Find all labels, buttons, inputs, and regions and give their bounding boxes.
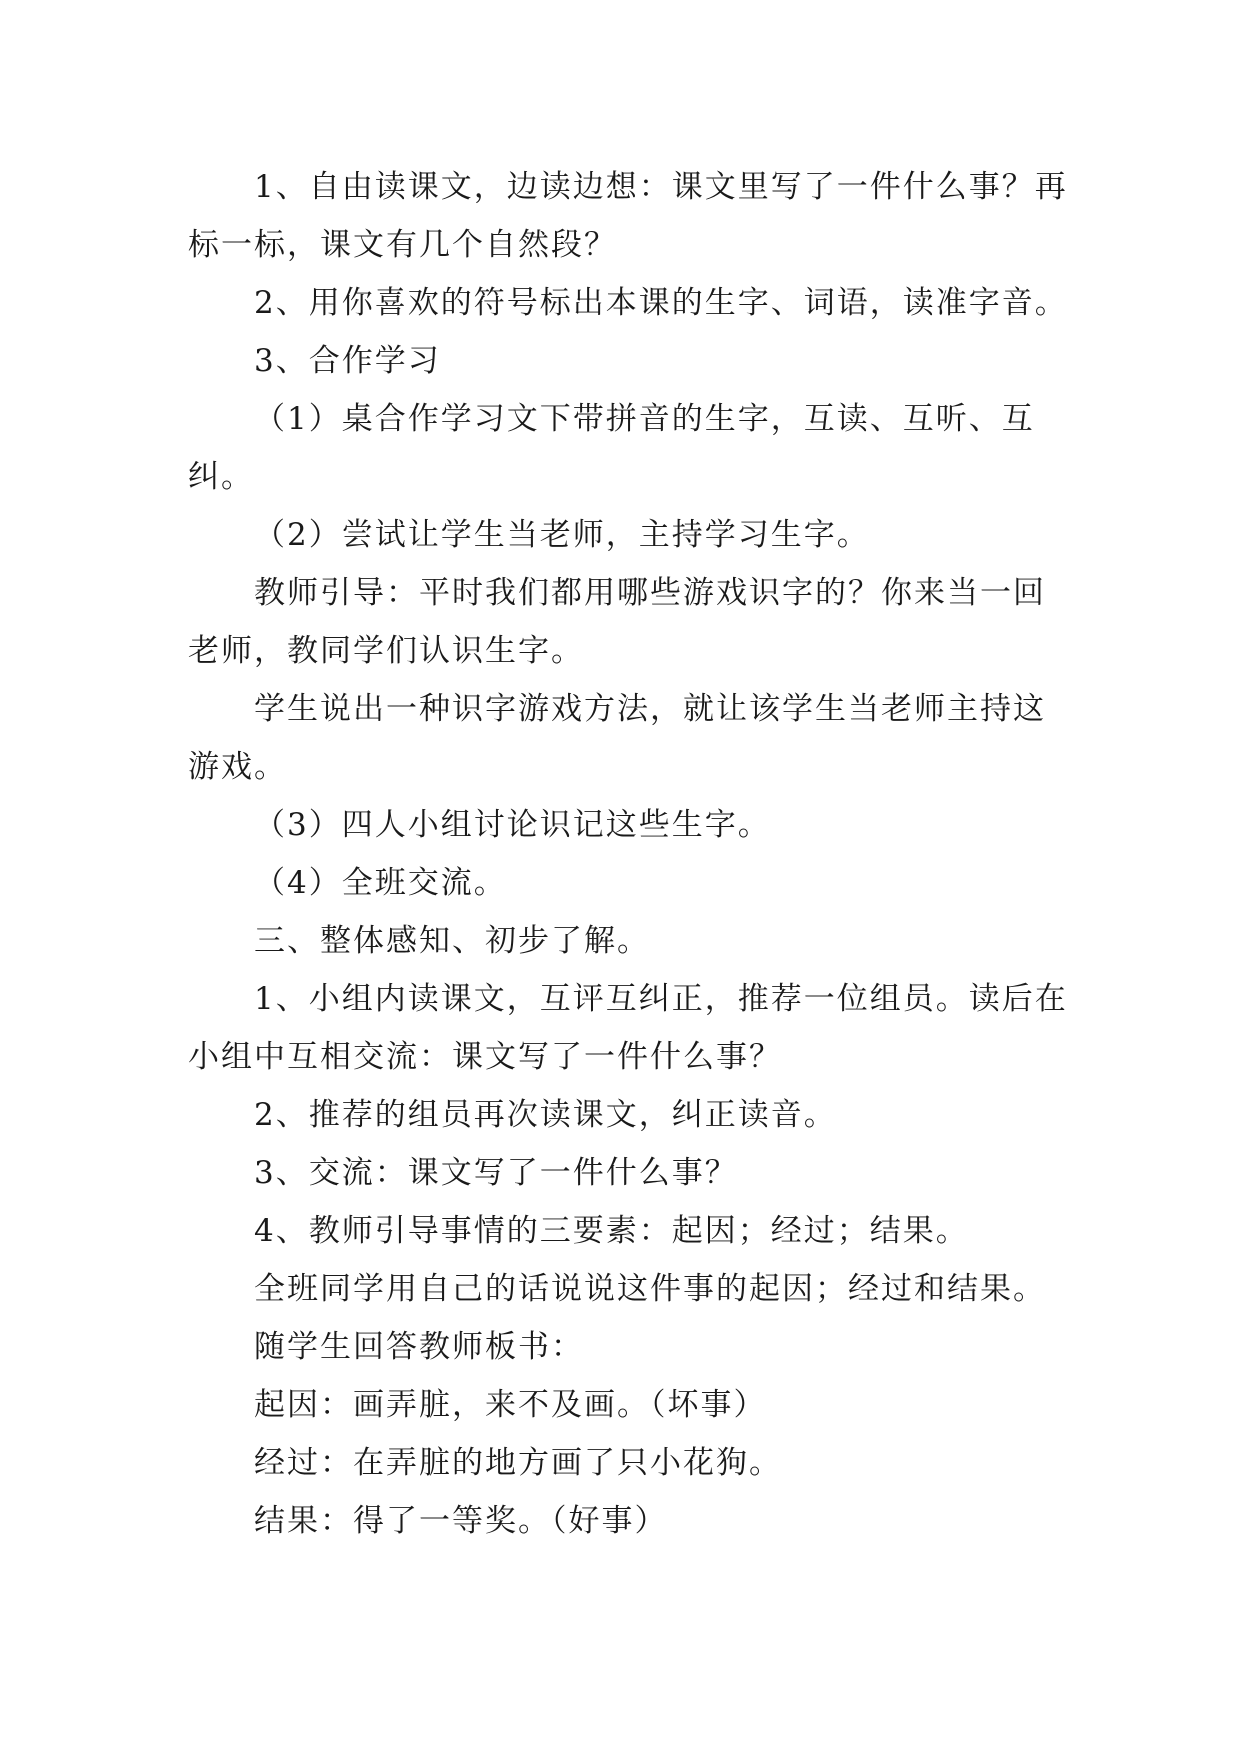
paragraph-2: 2、用你喜欢的符号标出本课的生字、词语，读准字音。 (254, 285, 1068, 321)
paragraph-5: （2）尝试让学生当老师，主持学习生字。 (254, 517, 870, 553)
paragraph-16: 随学生回答教师板书： (254, 1329, 584, 1365)
paragraph-6: 教师引导：平时我们都用哪些游戏识字的？你来当一回老师，教同学们认识生字。 (188, 575, 1046, 669)
paragraph-4: （1）桌合作学习文下带拼音的生字，互读、互听、互纠。 (188, 401, 1035, 495)
text-body (188, 158, 1068, 1550)
paragraph-17: 起因：画弄脏，来不及画。（坏事） (254, 1387, 767, 1423)
paragraph-10: 三、整体感知、初步了解。 (254, 923, 650, 959)
paragraph-19: 结果：得了一等奖。（好事） (254, 1503, 668, 1539)
paragraph-1: 1、自由读课文，边读边想：课文里写了一件什么事？再标一标，课文有几个自然段？ (188, 169, 1068, 263)
paragraph-14: 4、教师引导事情的三要素：起因；经过；结果。 (254, 1213, 969, 1249)
paragraph-15: 全班同学用自己的话说说这件事的起因；经过和结果。 (254, 1271, 1046, 1307)
paragraph-9: （4）全班交流。 (254, 865, 507, 901)
paragraph-7: 学生说出一种识字游戏方法，就让该学生当老师主持这游戏。 (188, 691, 1046, 785)
paragraph-18: 经过：在弄脏的地方画了只小花狗。 (254, 1445, 782, 1481)
paragraph-3: 3、合作学习 (254, 343, 441, 379)
paragraph-11: 1、小组内读课文，互评互纠正，推荐一位组员。读后在小组中互相交流：课文写了一件什么事？ (188, 981, 1068, 1075)
paragraph-12: 2、推荐的组员再次读课文，纠正读音。 (254, 1097, 837, 1133)
paragraph-13: 3、交流：课文写了一件什么事？ (254, 1155, 738, 1191)
paragraph-8: （3）四人小组讨论识记这些生字。 (254, 807, 771, 843)
